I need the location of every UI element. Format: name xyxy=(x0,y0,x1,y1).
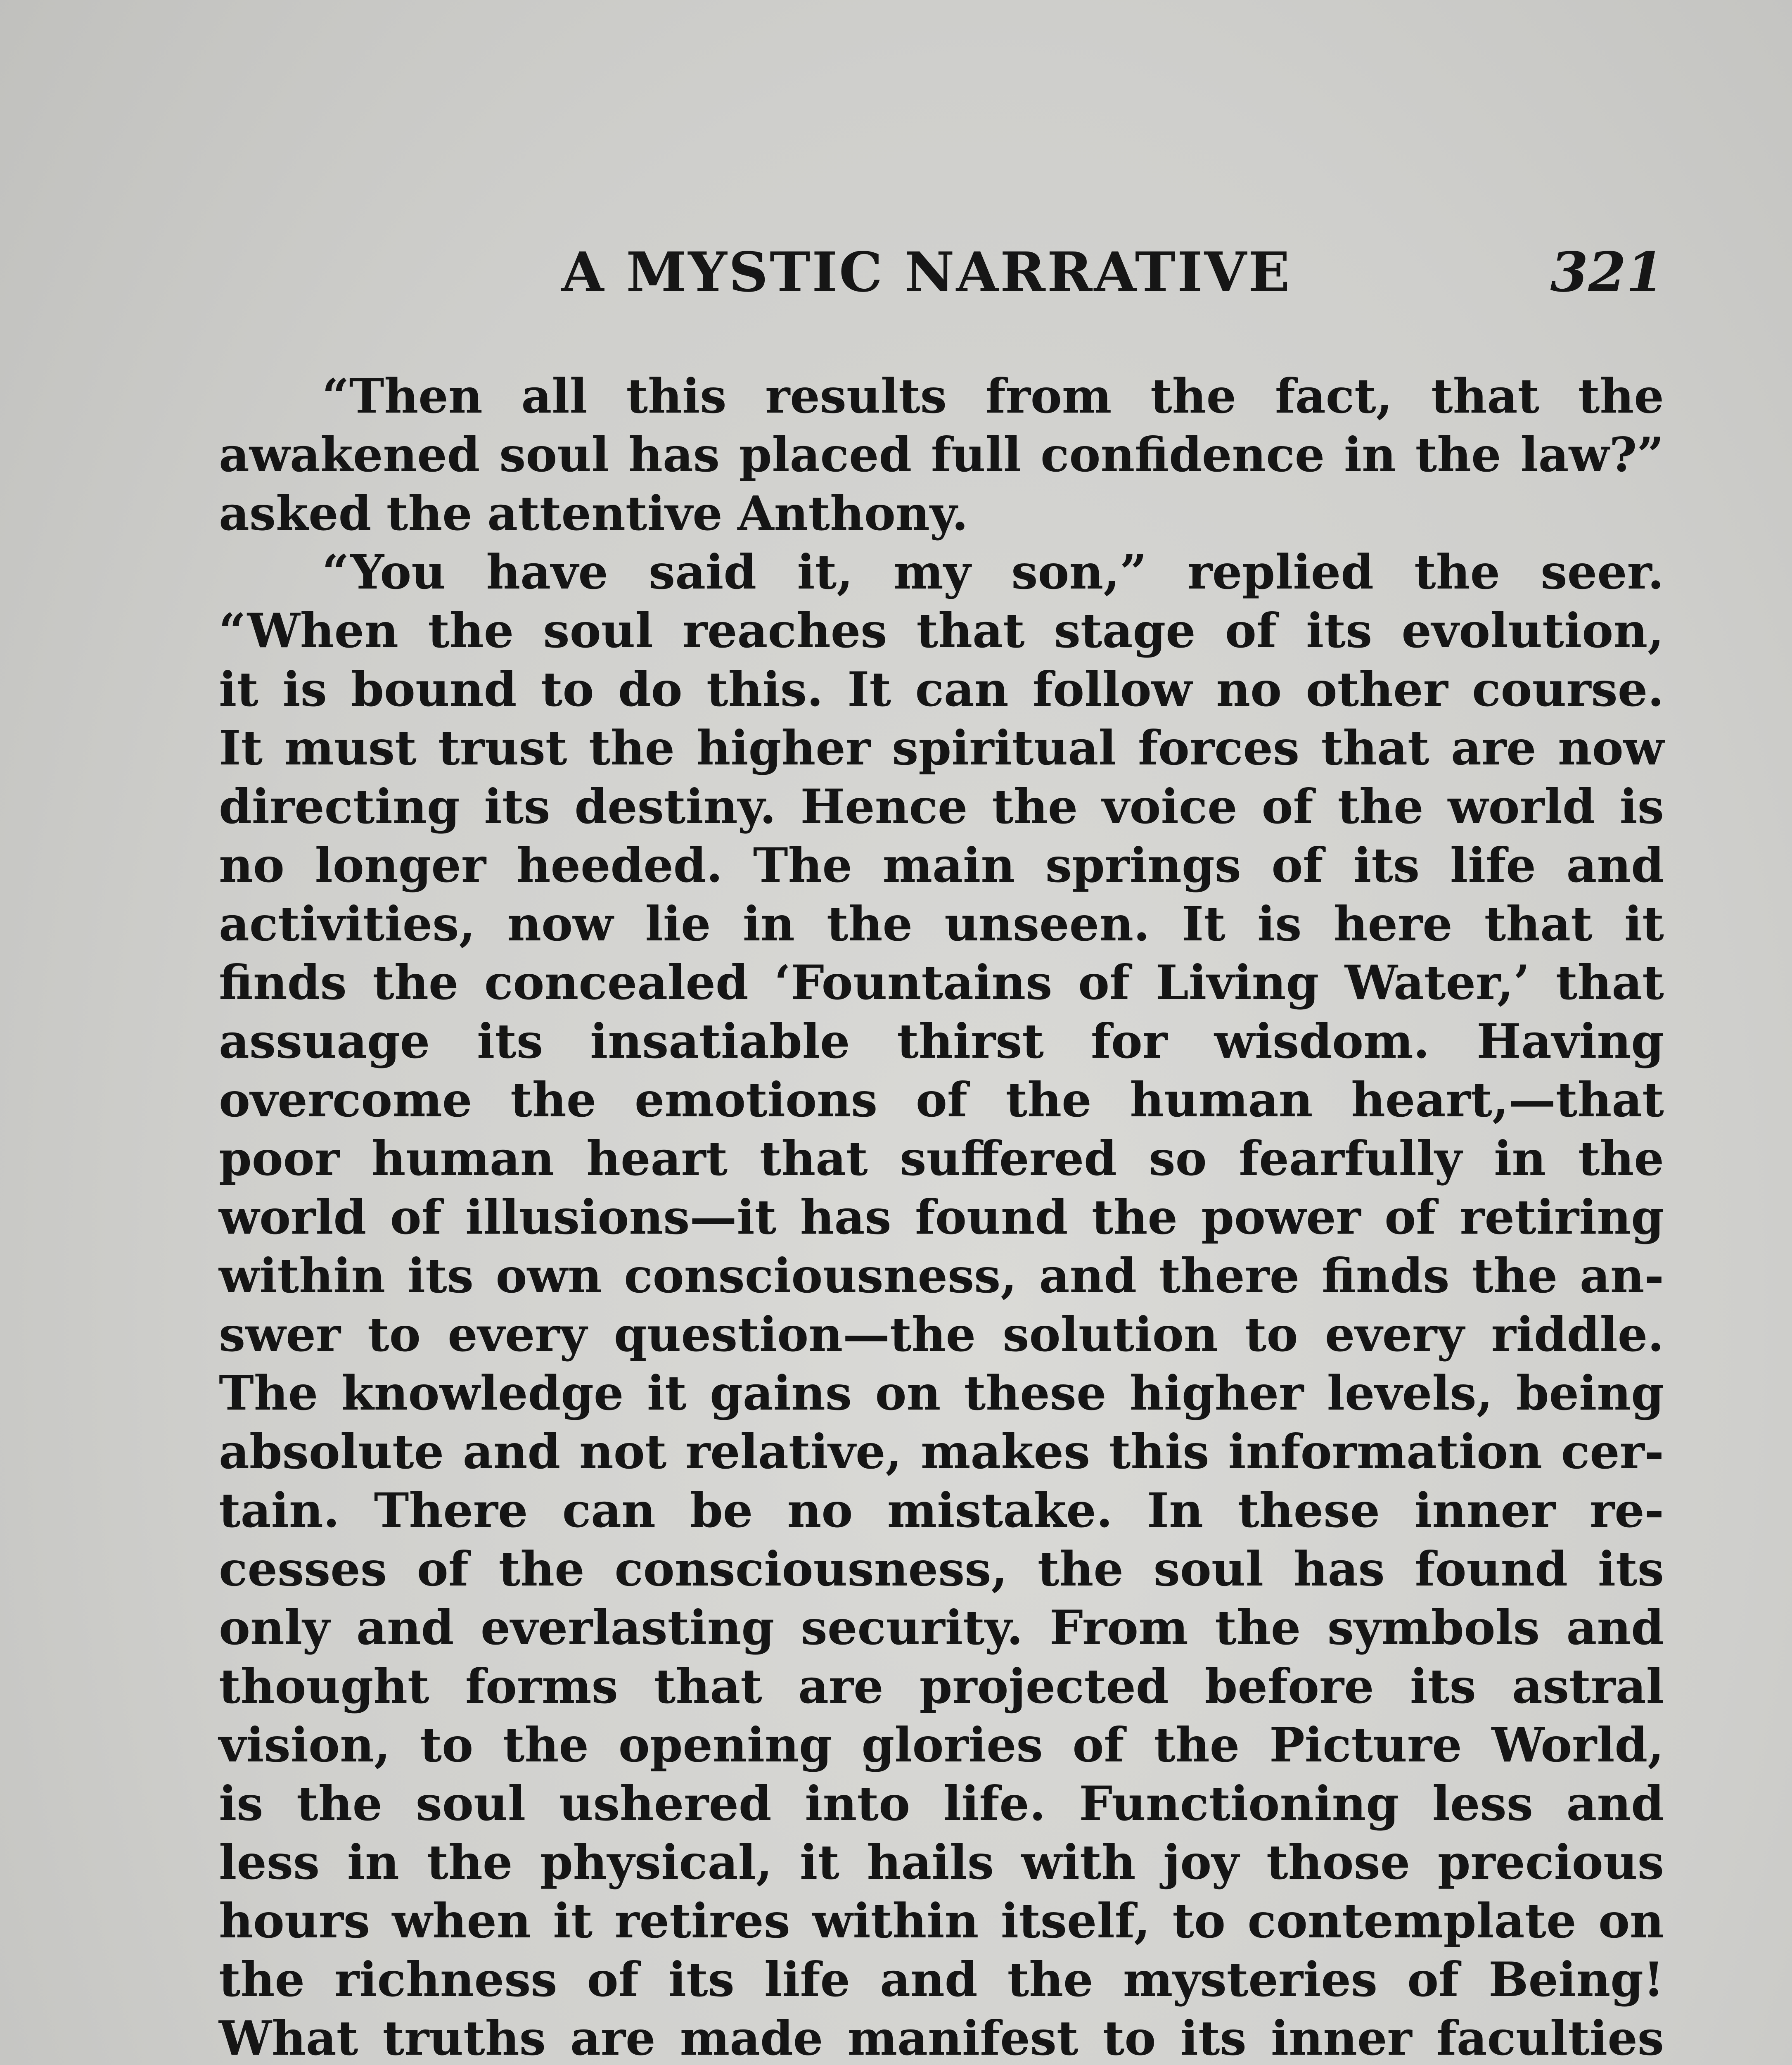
word: less xyxy=(219,1835,320,1890)
word: found xyxy=(1415,1541,1568,1597)
word: consciousness, xyxy=(624,1248,1017,1303)
word: my xyxy=(894,544,971,600)
word: is xyxy=(1257,896,1302,952)
word: with xyxy=(1021,1835,1136,1890)
word: and xyxy=(1039,1248,1137,1303)
word: soul xyxy=(1153,1541,1264,1597)
word: evolution, xyxy=(1401,603,1664,658)
word: every xyxy=(1325,1307,1465,1362)
word: heeded. xyxy=(516,838,723,893)
word: it xyxy=(219,662,258,717)
word: so xyxy=(1149,1131,1207,1186)
word: can xyxy=(915,662,1009,717)
word: life xyxy=(1450,838,1536,893)
word: the xyxy=(1154,1717,1240,1773)
word: no xyxy=(787,1483,853,1538)
word: inner xyxy=(1271,2010,1412,2065)
word: the xyxy=(427,1835,513,1890)
text-line xyxy=(219,895,1664,953)
word: Hence xyxy=(800,779,968,834)
text-line xyxy=(219,777,1664,836)
word: life xyxy=(764,1952,851,2007)
word: when xyxy=(392,1893,531,1949)
word: “When xyxy=(219,603,399,658)
word: and xyxy=(356,1600,454,1655)
word: the xyxy=(1007,1952,1093,2007)
word: Functioning xyxy=(1079,1776,1399,1831)
page-number: 321 xyxy=(1550,240,1664,304)
word: truths xyxy=(382,2010,546,2065)
word: this xyxy=(1109,1424,1209,1479)
word: are xyxy=(1451,720,1536,776)
word: of xyxy=(1384,1189,1436,1245)
text-line xyxy=(219,1246,1664,1305)
text-line xyxy=(219,1129,1664,1188)
word: mistake. xyxy=(887,1483,1113,1538)
word: “Then xyxy=(322,368,483,424)
word: the xyxy=(1091,1189,1178,1245)
text-line xyxy=(219,1540,1664,1598)
word: directing xyxy=(219,779,460,834)
word: and xyxy=(1566,1600,1664,1655)
word: riddle. xyxy=(1491,1307,1664,1362)
word: symbols xyxy=(1327,1600,1540,1655)
word: its xyxy=(484,779,550,834)
word: spiritual xyxy=(892,720,1116,776)
word: these xyxy=(1237,1483,1380,1538)
word: illusions—it xyxy=(465,1189,777,1245)
word: son,” xyxy=(1011,544,1147,600)
word: Anthony. xyxy=(737,486,968,541)
word: to xyxy=(1172,1893,1226,1949)
text-line xyxy=(219,1657,1664,1716)
word: the xyxy=(510,1072,597,1127)
word: all xyxy=(521,368,588,424)
word: its xyxy=(1410,1659,1476,1714)
word: no xyxy=(1216,662,1282,717)
text-line xyxy=(219,367,1664,425)
word: lie xyxy=(645,896,711,952)
text-line xyxy=(219,836,1664,895)
word: can xyxy=(562,1483,656,1538)
word: its xyxy=(1598,1541,1664,1597)
word: retiring xyxy=(1460,1189,1664,1245)
word: the xyxy=(503,1717,589,1773)
word: that xyxy=(916,603,1025,658)
word: Being! xyxy=(1489,1952,1664,2007)
word: information xyxy=(1228,1424,1543,1479)
word: are xyxy=(570,2010,656,2065)
text-line xyxy=(219,1364,1664,1422)
word: full xyxy=(931,427,1022,482)
word: It xyxy=(847,662,891,717)
word: has xyxy=(800,1189,891,1245)
word: the xyxy=(372,955,459,1010)
word: springs xyxy=(1045,838,1241,893)
word: on xyxy=(875,1365,941,1421)
word: What xyxy=(219,2010,358,2065)
word: has xyxy=(1293,1541,1385,1597)
word: the xyxy=(1037,1541,1124,1597)
word: everlasting xyxy=(480,1600,775,1655)
word: projected xyxy=(919,1659,1169,1714)
word: to xyxy=(540,662,594,717)
word: thirst xyxy=(897,1014,1044,1069)
word: of xyxy=(417,1541,469,1597)
word: physical, xyxy=(540,1835,773,1890)
word: stage xyxy=(1054,603,1196,658)
text-line xyxy=(219,1716,1664,1774)
text-line xyxy=(219,1070,1664,1129)
word: knowledge xyxy=(341,1365,624,1421)
word: found xyxy=(915,1189,1068,1245)
word: It xyxy=(1181,896,1225,952)
word: cesses xyxy=(219,1541,387,1597)
word: itself, xyxy=(1000,1893,1150,1949)
text-line xyxy=(219,425,1664,484)
word: said xyxy=(649,544,757,600)
text-line xyxy=(219,1481,1664,1540)
word: concealed xyxy=(484,955,749,1010)
word: now xyxy=(1557,720,1664,776)
word: Picture xyxy=(1269,1717,1462,1773)
word: relative, xyxy=(685,1424,902,1479)
word: the xyxy=(827,896,913,952)
text-line xyxy=(219,1188,1664,1246)
word: the xyxy=(1414,544,1500,600)
word: it xyxy=(1624,896,1664,952)
word: that xyxy=(654,1659,762,1714)
text-line xyxy=(219,543,1664,601)
word: are xyxy=(798,1659,884,1714)
word: for xyxy=(1090,1014,1168,1069)
word: heart xyxy=(586,1131,728,1186)
word: the xyxy=(498,1541,585,1597)
word: of xyxy=(587,1952,639,2007)
word: of xyxy=(1225,603,1277,658)
word: From xyxy=(1050,1600,1188,1655)
word: trust xyxy=(438,720,567,776)
word: vision, xyxy=(219,1717,391,1773)
word: soul xyxy=(415,1776,526,1831)
word: overcome xyxy=(219,1072,472,1127)
word: re- xyxy=(1590,1483,1664,1538)
word: Living xyxy=(1155,955,1319,1010)
word: follow xyxy=(1033,662,1192,717)
word: results xyxy=(765,368,947,424)
word: suffered xyxy=(900,1131,1117,1186)
word: cer- xyxy=(1561,1424,1664,1479)
word: every xyxy=(448,1307,587,1362)
word: astral xyxy=(1512,1659,1664,1714)
word: life. xyxy=(943,1776,1046,1831)
text-line xyxy=(219,2009,1664,2065)
word: world xyxy=(219,1189,367,1245)
word: of xyxy=(1078,955,1130,1010)
word: of xyxy=(1261,779,1313,834)
word: the xyxy=(1215,1600,1301,1655)
word: from xyxy=(985,368,1112,424)
text-line xyxy=(219,1833,1664,1892)
word: that xyxy=(1484,896,1593,952)
word: law?” xyxy=(1520,427,1664,482)
word: in xyxy=(347,1835,399,1890)
word: in xyxy=(1494,1131,1546,1186)
word: It xyxy=(219,720,263,776)
word: must xyxy=(284,720,417,776)
word: the xyxy=(1005,1072,1092,1127)
word: the xyxy=(1578,368,1664,424)
word: soul xyxy=(543,603,653,658)
word: Water,’ xyxy=(1344,955,1530,1010)
word: the xyxy=(386,486,472,541)
word: it, xyxy=(797,544,853,600)
word: bound xyxy=(351,662,517,717)
word: and xyxy=(1566,838,1664,893)
word: retires xyxy=(614,1893,790,1949)
word: longer xyxy=(315,838,486,893)
word: within xyxy=(812,1893,979,1949)
text-line xyxy=(219,1012,1664,1070)
word: to xyxy=(420,1717,474,1773)
word: the xyxy=(1578,1131,1664,1186)
word: of xyxy=(1271,838,1323,893)
word: replied xyxy=(1187,544,1374,600)
word: emotions xyxy=(634,1072,878,1127)
text-line xyxy=(219,719,1664,777)
word: and xyxy=(880,1952,978,2007)
word: in xyxy=(742,896,795,952)
word: power xyxy=(1201,1189,1361,1245)
word: wisdom. xyxy=(1214,1014,1430,1069)
word: question—the xyxy=(614,1307,976,1362)
word: no xyxy=(219,838,284,893)
word: is xyxy=(282,662,327,717)
word: has xyxy=(628,427,720,482)
word: fact, xyxy=(1275,368,1393,424)
word: inner xyxy=(1414,1483,1555,1538)
word: and xyxy=(1566,1776,1664,1831)
text-line xyxy=(219,1305,1664,1364)
word: of xyxy=(1072,1717,1124,1773)
word: unseen. xyxy=(944,896,1150,952)
word: In xyxy=(1147,1483,1203,1538)
word: before xyxy=(1204,1659,1374,1714)
word: activities, xyxy=(219,896,476,952)
word: consciousness, xyxy=(614,1541,1008,1597)
word: into xyxy=(805,1776,910,1831)
word: the xyxy=(1472,1248,1558,1303)
word: its xyxy=(668,1952,735,2007)
word: the xyxy=(588,720,675,776)
word: the xyxy=(1415,427,1501,482)
word: joy xyxy=(1163,1835,1239,1890)
word: swer xyxy=(219,1307,341,1362)
page-header xyxy=(219,231,1664,314)
word: mysteries xyxy=(1123,1952,1378,2007)
word: this. xyxy=(706,662,823,717)
word: World, xyxy=(1491,1717,1664,1773)
word: to xyxy=(1244,1307,1298,1362)
word: confidence xyxy=(1040,427,1325,482)
word: forces xyxy=(1138,720,1300,776)
word: the xyxy=(1150,368,1237,424)
word: hails xyxy=(867,1835,994,1890)
word: the xyxy=(296,1776,383,1831)
word: finds xyxy=(1321,1248,1450,1303)
word: these xyxy=(964,1365,1107,1421)
word: to xyxy=(1102,2010,1156,2065)
word: the xyxy=(428,603,514,658)
word: an- xyxy=(1579,1248,1664,1303)
word: that xyxy=(1555,955,1664,1010)
word: less xyxy=(1432,1776,1533,1831)
word: awakened xyxy=(219,427,480,482)
word: levels, xyxy=(1327,1365,1493,1421)
word: security. xyxy=(801,1600,1023,1655)
word: is xyxy=(1619,779,1664,834)
text-line xyxy=(219,660,1664,719)
word: heart,—that xyxy=(1351,1072,1664,1127)
word: destiny. xyxy=(574,779,776,834)
word: made xyxy=(680,2010,823,2065)
word: that xyxy=(1431,368,1540,424)
text-line xyxy=(219,601,1664,660)
text-line xyxy=(219,1422,1664,1481)
word: faculties xyxy=(1436,2010,1664,2065)
word: glories xyxy=(861,1717,1043,1773)
word: the xyxy=(1337,779,1424,834)
text-line xyxy=(219,484,1664,543)
body-text xyxy=(219,367,1664,2065)
word: here xyxy=(1333,896,1453,952)
word: ‘Fountains xyxy=(774,955,1052,1010)
word: that xyxy=(1321,720,1429,776)
text-line xyxy=(219,1598,1664,1657)
word: hours xyxy=(219,1893,370,1949)
word: precious xyxy=(1437,1835,1664,1890)
word: those xyxy=(1266,1835,1410,1890)
text-line xyxy=(219,1950,1664,2009)
word: not xyxy=(579,1424,667,1479)
word: other xyxy=(1306,662,1448,717)
word: placed xyxy=(739,427,912,482)
word: Having xyxy=(1477,1014,1664,1069)
word: There xyxy=(374,1483,528,1538)
word: is xyxy=(219,1776,263,1831)
word: being xyxy=(1516,1365,1664,1421)
word: course. xyxy=(1472,662,1664,717)
word: its xyxy=(1306,603,1372,658)
word: the xyxy=(992,779,1078,834)
word: to xyxy=(367,1307,421,1362)
word: insatiable xyxy=(590,1014,850,1069)
word: within xyxy=(219,1248,386,1303)
text-line xyxy=(219,1892,1664,1950)
word: The xyxy=(753,838,852,893)
word: attentive xyxy=(487,486,723,541)
word: forms xyxy=(465,1659,618,1714)
text-line xyxy=(219,1774,1664,1833)
word: its xyxy=(1180,2010,1247,2065)
word: main xyxy=(882,838,1015,893)
word: solution xyxy=(1003,1307,1218,1362)
word: of xyxy=(915,1072,967,1127)
word: seer. xyxy=(1541,544,1664,600)
word: The xyxy=(219,1365,318,1421)
word: richness xyxy=(334,1952,557,2007)
word: contemplate xyxy=(1247,1893,1576,1949)
word: its xyxy=(407,1248,474,1303)
word: this xyxy=(626,368,727,424)
word: now xyxy=(507,896,614,952)
running-title: A MYSTIC NARRATIVE xyxy=(562,240,1292,304)
word: human xyxy=(371,1131,555,1186)
word: voice xyxy=(1102,779,1237,834)
word: higher xyxy=(696,720,870,776)
word: in xyxy=(1344,427,1396,482)
word: “You xyxy=(322,544,446,600)
word: its xyxy=(1353,838,1420,893)
word: only xyxy=(219,1600,330,1655)
word: poor xyxy=(219,1131,339,1186)
word: assuage xyxy=(219,1014,430,1069)
word: its xyxy=(477,1014,543,1069)
word: manifest xyxy=(847,2010,1079,2065)
word: world xyxy=(1448,779,1595,834)
word: soul xyxy=(499,427,609,482)
word: opening xyxy=(618,1717,832,1773)
text-line xyxy=(219,953,1664,1012)
word: fearfully xyxy=(1239,1131,1462,1186)
word: own xyxy=(495,1248,602,1303)
word: it xyxy=(800,1835,839,1890)
word: that xyxy=(759,1131,868,1186)
word: tain. xyxy=(219,1483,340,1538)
word: asked xyxy=(219,486,372,541)
word: the xyxy=(219,1952,305,2007)
word: on xyxy=(1598,1893,1664,1949)
word: of xyxy=(390,1189,442,1245)
word: and xyxy=(462,1424,561,1479)
word: of xyxy=(1407,1952,1459,2007)
word: do xyxy=(618,662,683,717)
word: be xyxy=(690,1483,753,1538)
word: absolute xyxy=(219,1424,444,1479)
word: finds xyxy=(219,955,347,1010)
word: higher xyxy=(1129,1365,1304,1421)
word: reaches xyxy=(682,603,887,658)
word: human xyxy=(1130,1072,1313,1127)
word: there xyxy=(1159,1248,1300,1303)
word: makes xyxy=(920,1424,1090,1479)
word: have xyxy=(486,544,608,600)
word: it xyxy=(553,1893,593,1949)
word: gains xyxy=(710,1365,852,1421)
word: it xyxy=(647,1365,687,1421)
word: ushered xyxy=(559,1776,772,1831)
word: thought xyxy=(219,1659,429,1714)
